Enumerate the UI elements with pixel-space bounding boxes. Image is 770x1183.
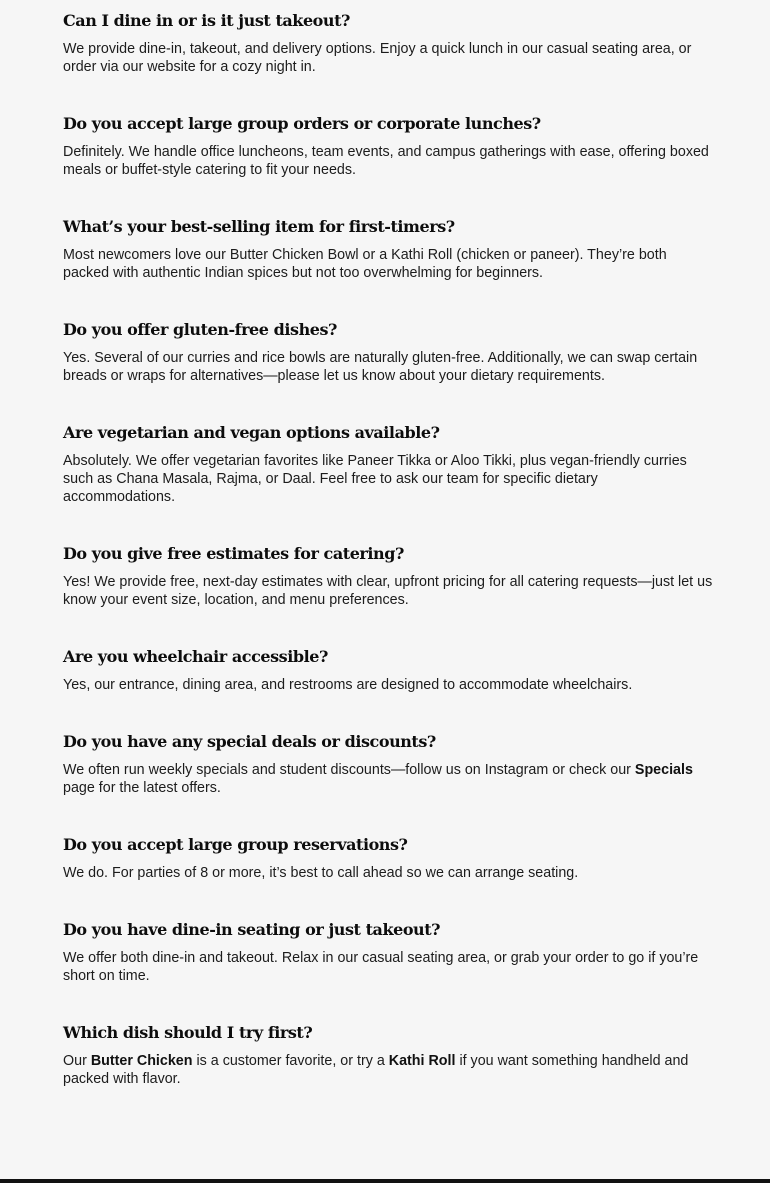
faq-answer bbox=[63, 676, 713, 694]
faq-item bbox=[63, 919, 713, 985]
faq-item bbox=[63, 646, 713, 694]
faq-answer bbox=[63, 949, 713, 985]
faq-question: Do you give free estimates for catering? bbox=[63, 544, 404, 563]
faq-question: Are vegetarian and vegan options available? bbox=[63, 423, 440, 442]
faq-question: Do you have dine-in seating or just takeout? bbox=[63, 920, 441, 939]
faq-item bbox=[63, 1022, 713, 1088]
faq-answer bbox=[63, 1052, 713, 1088]
faq-answer bbox=[63, 143, 713, 179]
faq-item bbox=[63, 834, 713, 882]
faq-answer bbox=[63, 246, 713, 282]
answer-text: Absolutely. We offer vegetarian favorites like Paneer Tikka or Aloo Tikki, plus vegan-friendly curries such as Chana Masala, Rajma, or Daal. Feel free to ask our team for specific dietary accommodations. bbox=[63, 453, 687, 505]
answer-text: Yes. Several of our curries and rice bowls are naturally gluten-free. Additionally, we can swap certain breads or wraps for alternatives—please let us know about your dietary requirements. bbox=[63, 350, 698, 384]
answer-text: We provide dine-in, takeout, and delivery options. Enjoy a quick lunch in our casual seating area, or order via our website for a cozy night in. bbox=[63, 41, 692, 75]
faq-item bbox=[63, 731, 713, 797]
answer-text: Yes, our entrance, dining area, and restrooms are designed to accommodate wheelchairs. bbox=[63, 677, 633, 693]
faq-answer bbox=[63, 573, 713, 609]
dish-name: Kathi Roll bbox=[388, 1053, 456, 1069]
faq-question: Are you wheelchair accessible? bbox=[63, 647, 328, 666]
answer-text: Most newcomers love our Butter Chicken Bowl or a Kathi Roll (chicken or paneer). They’re both packed with authentic Indian spices but not too overwhelming for beginners. bbox=[63, 247, 667, 281]
faq-answer bbox=[63, 349, 713, 385]
faq-question: Which dish should I try first? bbox=[63, 1023, 313, 1042]
faq-list bbox=[63, 10, 713, 1125]
specials-link-text: Specials bbox=[634, 762, 693, 778]
faq-question: What’s your best-selling item for first-timers? bbox=[63, 217, 455, 236]
answer-text: We offer both dine-in and takeout. Relax in our casual seating area, or grab your order to go if you’re short on time. bbox=[63, 950, 699, 984]
faq-question: Can I dine in or is it just takeout? bbox=[63, 11, 350, 30]
faq-answer bbox=[63, 40, 713, 76]
faq-item bbox=[63, 319, 713, 385]
answer-text: We do. For parties of 8 or more, it’s best to call ahead so we can arrange seating. bbox=[63, 865, 579, 881]
faq-item bbox=[63, 10, 713, 76]
faq-answer bbox=[63, 864, 713, 882]
answer-text: page for the latest offers. bbox=[63, 780, 221, 796]
answer-text: is a customer favorite, or try a bbox=[192, 1053, 389, 1069]
faq-question: Do you accept large group reservations? bbox=[63, 835, 408, 854]
faq-question: Do you offer gluten-free dishes? bbox=[63, 320, 337, 339]
answer-text: Definitely. We handle office luncheons, team events, and campus gatherings with ease, offering boxed meals or buffet-style catering to fit your needs. bbox=[63, 144, 709, 178]
bottom-divider bbox=[0, 1179, 770, 1183]
faq-question: Do you accept large group orders or corporate lunches? bbox=[63, 114, 541, 133]
faq-answer bbox=[63, 761, 713, 797]
faq-question: Do you have any special deals or discounts? bbox=[63, 732, 436, 751]
dish-name: Butter Chicken bbox=[90, 1053, 193, 1069]
faq-item bbox=[63, 422, 713, 506]
answer-text: Our bbox=[63, 1053, 91, 1069]
answer-text: if you want something handheld and packed with flavor. bbox=[63, 1053, 689, 1087]
faq-item bbox=[63, 216, 713, 282]
answer-text: We often run weekly specials and student discounts—follow us on Instagram or check our bbox=[63, 762, 635, 778]
answer-text: Yes! We provide free, next-day estimates with clear, upfront pricing for all catering requests—just let us know your event size, location, and menu preferences. bbox=[63, 574, 713, 608]
faq-item bbox=[63, 543, 713, 609]
faq-answer bbox=[63, 452, 713, 506]
faq-item bbox=[63, 113, 713, 179]
